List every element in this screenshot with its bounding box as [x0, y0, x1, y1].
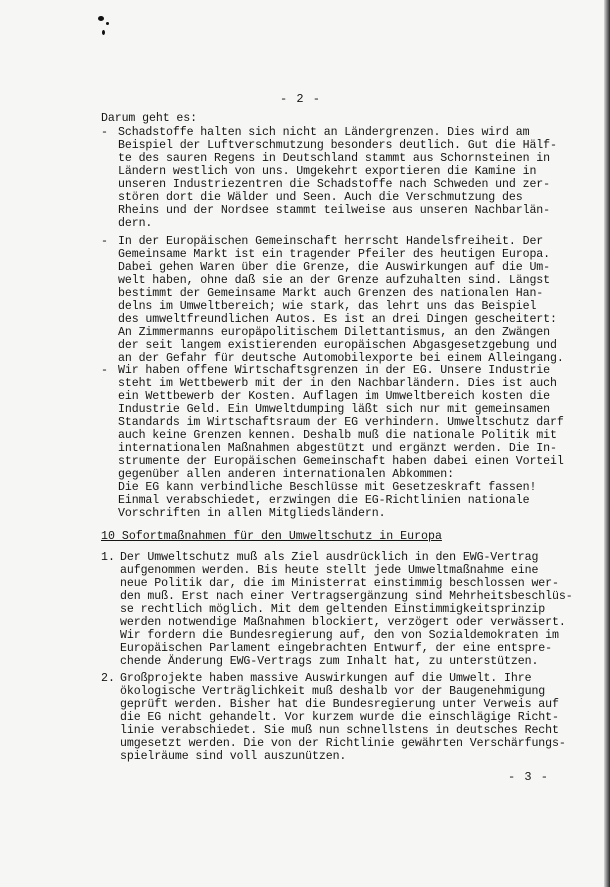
- bullet-line: Ländern westlich von uns. Umgekehrt exportieren die Kamine in: [118, 165, 537, 178]
- measure-marker: 2.: [101, 672, 115, 685]
- scan-speck: [98, 16, 104, 21]
- measure-line: Großprojekte haben massive Auswirkungen auf die Umwelt. Ihre: [120, 672, 532, 685]
- bullet-line: steht im Wettbewerb mit der in den Nachbarländern. Dies ist auch: [118, 377, 557, 390]
- bullet-marker: -: [101, 126, 108, 139]
- measure-line: linie verabschiedet. Sie muß nun schnellstens in deutsches Recht: [120, 724, 559, 737]
- bullet-line: gegenüber allen anderen internationalen Abkommen:: [118, 468, 455, 481]
- measure-line: den muß. Erst nach einer Vertragsergänzung sind Mehrheitsbeschlüs-: [120, 590, 573, 603]
- measure-line: umgesetzt werden. Die von der Richtlinie gewährten Verschärfungs-: [120, 737, 566, 750]
- bullet-line: Gemeinsame Markt ist ein tragender Pfeiler des heutigen Europa.: [118, 248, 551, 261]
- bullet-line: Beispiel der Luftverschmutzung besonders deutlich. Gut die Hälf-: [118, 139, 557, 152]
- intro-line: Darum geht es:: [101, 112, 198, 125]
- bullet-line: unseren Industriezentren die Schadstoffe nach Schweden und zer-: [118, 178, 551, 191]
- measure-line: se rechtlich möglich. Mit dem geltenden Einstimmigkeitsprinzip: [120, 603, 546, 616]
- bullet-line: an der Gefahr für deutsche Automobilexporte bei einem Alleingang.: [118, 352, 564, 365]
- bullet-line: internationalen Maßnahmen abgestützt und ergänzt werden. Die In-: [118, 442, 557, 455]
- bullet-marker: -: [101, 364, 108, 377]
- bullet-line: In der Europäischen Gemeinschaft herrscht Handelsfreiheit. Der: [118, 235, 544, 248]
- bullet-line: auch keine Grenzen kennen. Deshalb muß die nationale Politik mit: [118, 429, 557, 442]
- measure-line: die EG nicht gehandelt. Vor kurzem wurde die einschlägige Richt-: [120, 711, 559, 724]
- measure-line: Europäischen Parlament eingebrachten Entwurf, der eine entspre-: [120, 642, 553, 655]
- measure-line: Wir fordern die Bundesregierung auf, den von Sozialdemokraten im: [120, 629, 559, 642]
- bullet-line: Vorschriften in allen Mitgliedsländern.: [118, 507, 386, 520]
- bullet-line: stören dort die Wälder und Seen. Auch die Verschmutzung des: [118, 191, 523, 204]
- bullet-line: Dabei gehen Waren über die Grenze, die Auswirkungen auf die Um-: [118, 261, 551, 274]
- bullet-line: Schadstoffe halten sich nicht an Ländergrenzen. Dies wird am: [118, 126, 530, 139]
- measure-line: Der Umweltschutz muß als Ziel ausdrücklich in den EWG-Vertrag: [120, 551, 539, 564]
- bullet-line: dern.: [118, 217, 153, 230]
- page-number-top: - 2 -: [280, 92, 322, 106]
- bullet-line: Standards im Wirtschaftsraum der EG verhindern. Umweltschutz darf: [118, 416, 564, 429]
- bullet-line: ein Wettbewerb der Kosten. Auflagen im Umweltbereich kosten die: [118, 390, 551, 403]
- section-heading: 10 Sofortmaßnahmen für den Umweltschutz in Europa: [101, 530, 442, 543]
- bullet-line: welt haben, ohne daß sie an der Grenze aufzuhalten sind. Längst: [118, 274, 551, 287]
- measure-line: geprüft werden. Bisher hat die Bundesregierung unter Verweis auf: [120, 698, 559, 711]
- bullet-line: bestimmt der Gemeinsame Markt auch Grenzen des nationalen Han-: [118, 287, 544, 300]
- bullet-line: des umweltfreundlichen Autos. Es ist an drei Dingen gescheitert:: [118, 313, 557, 326]
- bullet-line: strumente der Europäischen Gemeinschaft haben dabei einen Vorteil: [118, 455, 564, 468]
- measure-line: spielräume sind voll auszunützen.: [120, 750, 347, 763]
- measure-marker: 1.: [101, 551, 115, 564]
- measure-line: neue Politik dar, die im Ministerrat einstimmig beschlossen wer-: [120, 577, 559, 590]
- bullet-line: Industrie Geld. Ein Umweltdumping läßt sich nur mit gemeinsamen: [118, 403, 551, 416]
- scan-speck: [102, 30, 105, 35]
- bullet-line: der seit langem existierenden europäischen Abgasgesetzgebung und: [118, 339, 557, 352]
- bullet-line: Wir haben offene Wirtschaftsgrenzen in der EG. Unsere Industrie: [118, 364, 551, 377]
- bullet-line: Einmal verabschiedet, erzwingen die EG-Richtlinien nationale: [118, 494, 530, 507]
- measure-line: chende Änderung EWG-Vertrags zum Inhalt hat, zu unterstützen.: [120, 655, 539, 668]
- page-number-bottom: - 3 -: [508, 770, 550, 784]
- bullet-line: An Zimmermanns europäpolitischem Dilettantismus, an den Zwängen: [118, 326, 551, 339]
- measure-line: werden notwendige Maßnahmen blockiert, verzögert oder verwässert.: [120, 616, 566, 629]
- scan-speck: [106, 22, 109, 25]
- bullet-line: delns im Umweltbereich; wie stark, das lehrt uns das Beispiel: [118, 300, 537, 313]
- bullet-line: te des sauren Regens in Deutschland stammt aus Schornsteinen in: [118, 152, 551, 165]
- bullet-marker: -: [101, 235, 108, 248]
- bullet-line: Die EG kann verbindliche Beschlüsse mit Gesetzeskraft fassen!: [118, 481, 537, 494]
- scan-edge: [604, 0, 610, 887]
- measure-line: aufgenommen werden. Bis heute stellt jede Umweltmaßnahme eine: [120, 564, 539, 577]
- bullet-line: Rheins und der Nordsee stammt teilweise aus unseren Nachbarlän-: [118, 204, 551, 217]
- measure-line: ökologische Verträglichkeit muß deshalb vor der Baugenehmigung: [120, 685, 546, 698]
